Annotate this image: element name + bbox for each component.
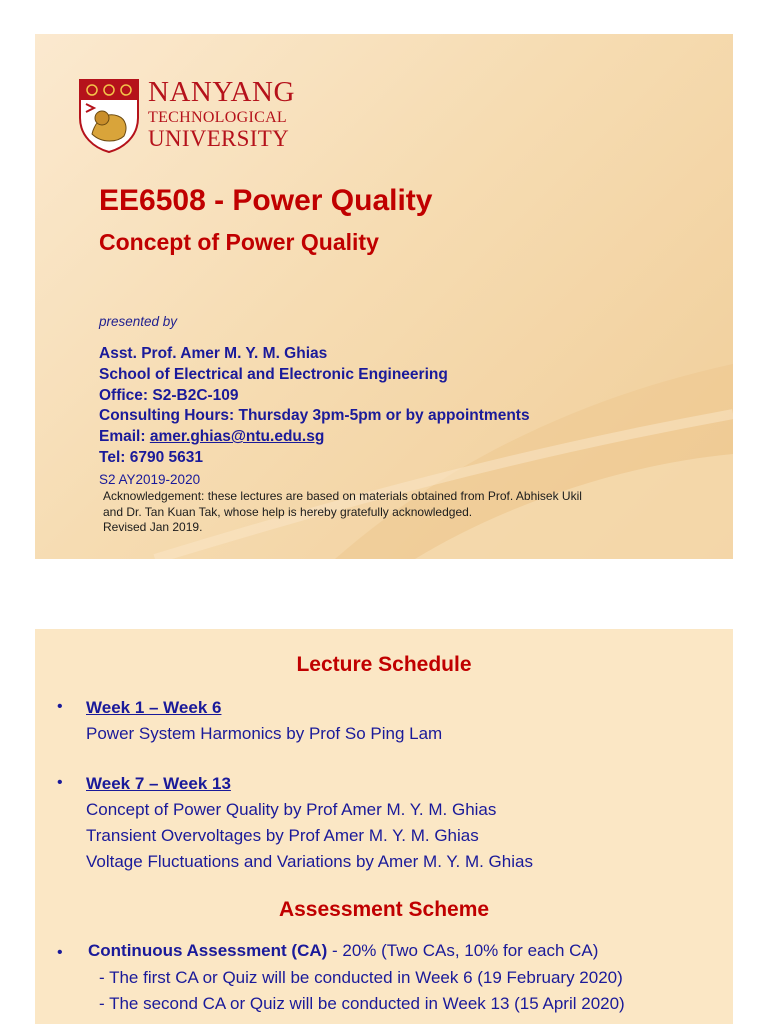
acknowledgement — [103, 489, 582, 536]
logo-line-university: UNIVERSITY — [148, 126, 289, 151]
office-info: Office: S2-B2C-109 — [99, 386, 239, 404]
schedule-line: Transient Overvoltages by Prof Amer M. Y. M. Ghias — [86, 826, 479, 845]
course-title: EE6508 - Power Quality — [99, 184, 433, 217]
weeks-label: Week 7 – Week 13 — [86, 774, 231, 793]
ack-line-3: Revised Jan 2019. — [103, 520, 203, 534]
schedule-slide — [35, 629, 733, 1024]
lecture-schedule-heading: Lecture Schedule — [296, 653, 472, 676]
ca-detail: - 20% (Two CAs, 10% for each CA) — [327, 941, 599, 960]
email-link[interactable]: amer.ghias@ntu.edu.sg — [149, 428, 325, 446]
consulting-hours: Consulting Hours: Thursday 3pm-5pm or by appointments — [99, 407, 530, 425]
ca-details — [99, 965, 625, 1017]
schedule-line: Power System Harmonics by Prof So Ping Lam — [86, 724, 443, 743]
schedule-block-2 — [86, 771, 533, 875]
logo-line-nanyang: NANYANG — [148, 76, 295, 108]
schedule-block-1 — [86, 695, 442, 747]
weeks-label: Week 1 – Week 6 — [86, 698, 222, 717]
ack-line-1: Acknowledgement: these lectures are based on materials obtained from Prof. Abhisek Ukil — [103, 489, 582, 503]
bullet-week1: • — [57, 698, 63, 715]
ca-label: Continuous Assessment (CA) — [88, 941, 328, 960]
ack-line-2: and Dr. Tan Kuan Tak, whose help is hereby gratefully acknowledged. — [103, 504, 473, 519]
presenter-name: Asst. Prof. Amer M. Y. M. Ghias — [99, 345, 328, 362]
telephone: Tel: 6790 5631 — [99, 448, 203, 466]
assessment-scheme-heading: Assessment Scheme — [278, 898, 490, 921]
email-row — [99, 427, 530, 448]
schedule-line: Voltage Fluctuations and Variations by Amer M. Y. M. Ghias — [86, 852, 533, 871]
ntu-crest-icon — [78, 78, 140, 154]
semester-label: S2 AY2019-2020 — [99, 472, 201, 487]
schedule-line: Concept of Power Quality by Prof Amer M. Y. M. Ghias — [86, 800, 497, 819]
continuous-assessment — [88, 941, 598, 961]
ca-line-2: - The second CA or Quiz will be conducted in Week 13 (15 April 2020) — [99, 994, 625, 1013]
email-label: Email: — [99, 428, 150, 446]
university-logo — [148, 78, 295, 150]
presenter-info — [99, 344, 530, 469]
ca-line-1: - The first CA or Quiz will be conducted in Week 6 (19 February 2020) — [99, 968, 623, 987]
bullet-week7: • — [57, 774, 63, 791]
logo-line-technological: TECHNOLOGICAL — [148, 109, 287, 126]
bullet-ca: • — [57, 944, 63, 961]
presented-by-label: presented by — [99, 314, 178, 329]
lecture-subtitle: Concept of Power Quality — [99, 229, 379, 255]
title-slide — [35, 34, 733, 559]
school-name: School of Electrical and Electronic Engineering — [99, 365, 448, 383]
